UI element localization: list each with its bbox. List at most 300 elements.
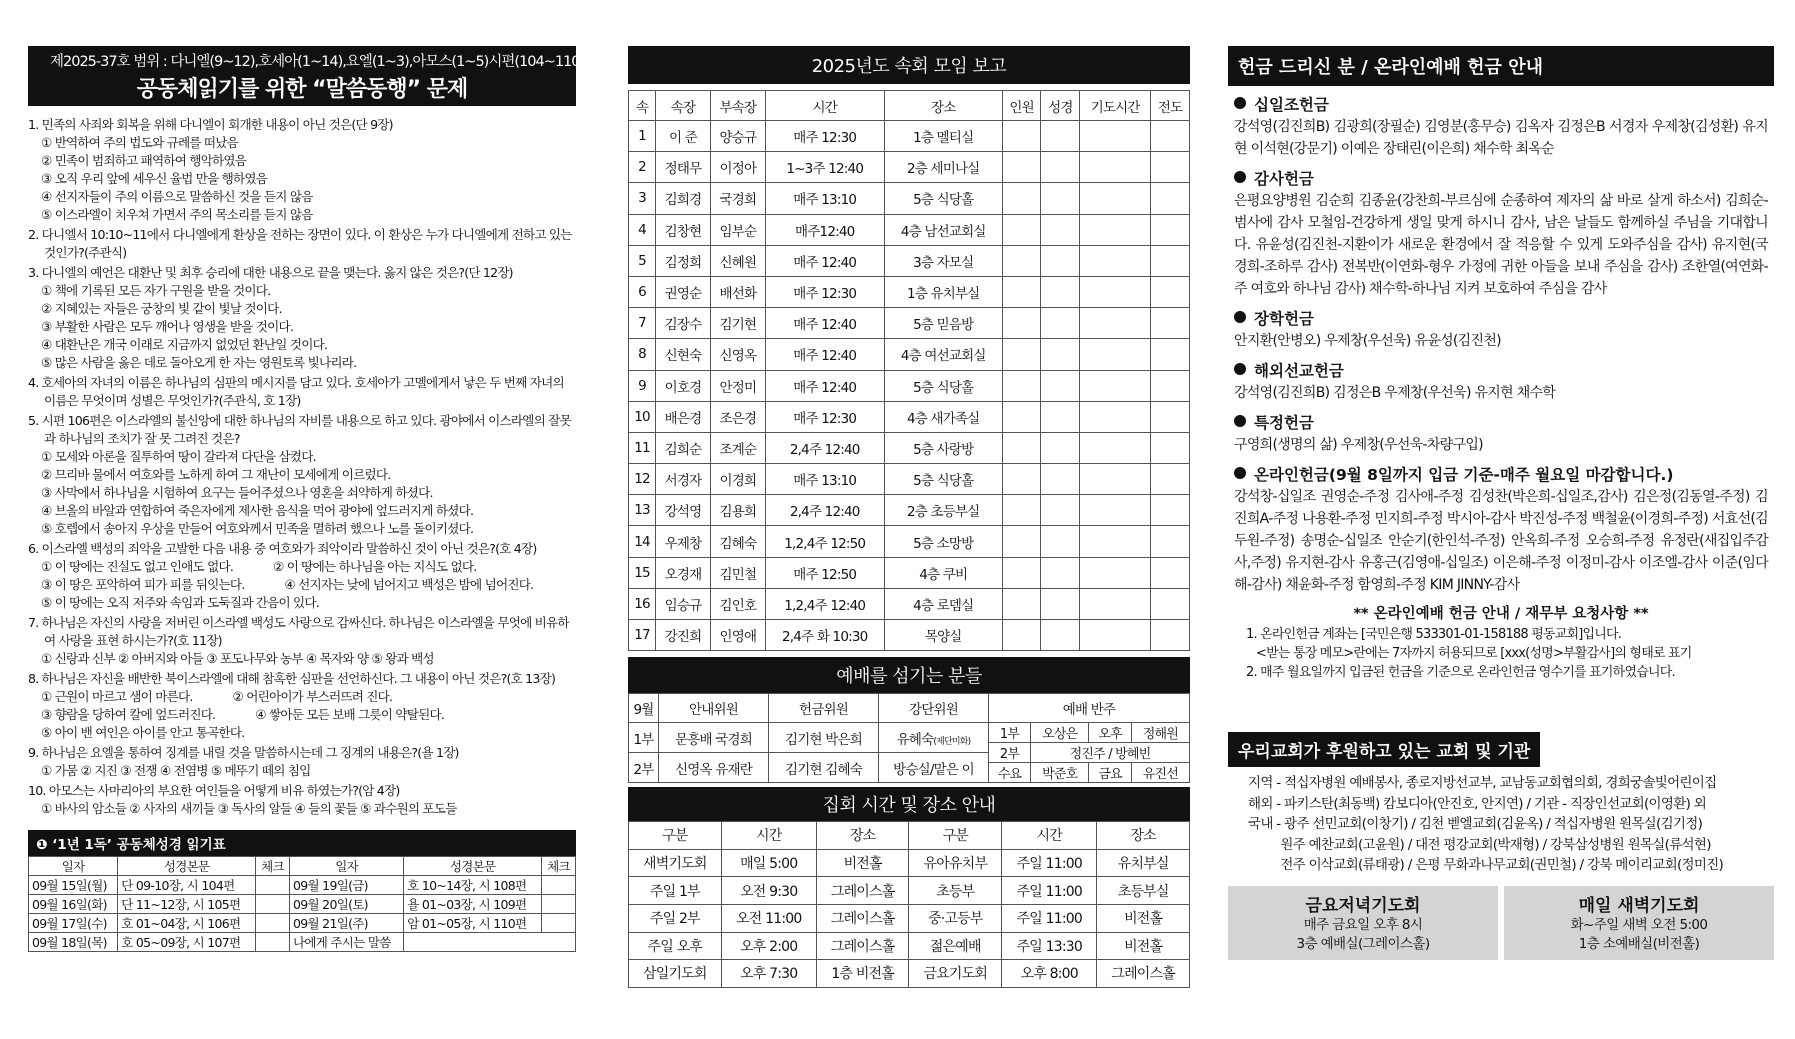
question-text: 7. 하나님은 자신의 사랑을 저버린 이스라엘 백성도 사랑으로 감싸신다. 하나님은 이스라엘을 무엇에 비유하여 사랑을 표현 하시는가?(호 11장) <box>28 615 569 648</box>
cell-value: 조계순 <box>710 432 765 463</box>
guide-names: 문흥배 국경희 <box>659 723 769 753</box>
cell-row <box>629 588 1190 619</box>
cell-report-title: 2025년도 속회 모임 보고 <box>628 46 1190 84</box>
question-list <box>28 116 576 818</box>
donor-list: 강석영(김진희B) 김정은B 우제창(우선욱) 유지현 채수학 <box>1234 385 1556 401</box>
answer-option: ② 민족이 범죄하고 패역하여 행악하였음 <box>41 153 247 168</box>
reading-cell: 09월 21일(주) <box>290 914 404 933</box>
answer-option: ① 이 땅에는 진실도 없고 인애도 없다. <box>41 559 234 574</box>
reading-cell <box>404 933 576 952</box>
cell-value: 이정아 <box>710 152 765 183</box>
prayer-title: 금요저녁기도회 <box>1305 895 1421 916</box>
cell-value: 12 <box>629 464 656 495</box>
cell-value: 목양실 <box>884 620 1002 651</box>
bullet-icon <box>1234 467 1246 479</box>
cell-value: 16 <box>629 588 656 619</box>
cell-row <box>629 495 1190 526</box>
meeting-cell: 오전 11:00 <box>721 904 816 932</box>
cell-value: 5층 식당홀 <box>884 464 1002 495</box>
blank-cell[interactable] <box>1041 339 1080 370</box>
option-row <box>28 688 576 706</box>
blank-cell[interactable] <box>1080 214 1151 245</box>
prayer-time: 매주 금요일 오후 8시 <box>1303 916 1423 933</box>
answer-option: ② 어린아이가 부스러뜨려 진다. <box>232 689 393 704</box>
meeting-cell: 주일 1부 <box>629 877 722 905</box>
cell-value: 매주 12:40 <box>765 245 884 276</box>
support-line: 해외 - 파키스탄(최동백) 캄보디아(안진호, 안지연) / 기관 - 직장인선교회(이영환) 외 <box>1248 795 1707 812</box>
blank-cell[interactable] <box>1080 339 1151 370</box>
blank-cell[interactable] <box>1080 432 1151 463</box>
cell-value: 5 <box>629 245 656 276</box>
blank-cell[interactable] <box>1002 588 1041 619</box>
section-title-text: 감사헌금 <box>1254 170 1314 188</box>
blank-cell[interactable] <box>1041 183 1080 214</box>
blank-cell[interactable] <box>1002 152 1041 183</box>
blank-cell[interactable] <box>1041 152 1080 183</box>
meeting-cell: 매일 5:00 <box>721 849 816 877</box>
check-cell <box>256 876 290 895</box>
meeting-cell: 오후 2:00 <box>721 932 816 960</box>
question-text: 4. 호세아의 자녀의 이름은 하나님의 심판의 메시지를 담고 있다. 호세아가 고멜에게서 낳은 두 번째 자녀의 이름은 무엇이며 성별은 무엇인가?(주관식, 호 1장) <box>28 375 564 408</box>
meeting-cell: 비전홀 <box>1097 904 1190 932</box>
cell-value: 1층 멜티실 <box>884 121 1002 152</box>
blank-cell[interactable] <box>1151 183 1190 214</box>
blank-cell[interactable] <box>1151 214 1190 245</box>
offering-section-title <box>1228 463 1774 485</box>
meeting-row <box>629 960 1190 988</box>
blank-cell[interactable] <box>1151 432 1190 463</box>
reading-header: 체크 <box>256 857 290 876</box>
reading-cell: 호 05~09장, 시 107편 <box>118 933 256 952</box>
cell-value: 정태무 <box>656 152 711 183</box>
cell-value: 5층 식당홀 <box>884 370 1002 401</box>
cell-value: 14 <box>629 526 656 557</box>
question <box>28 412 576 538</box>
meeting-row <box>629 932 1190 960</box>
question <box>28 670 576 742</box>
blank-cell[interactable] <box>1080 152 1151 183</box>
answer-option: ③ 사막에서 하나님을 시험하여 요구는 들어주셨으나 영혼을 쇠약하게 하셨다. <box>41 485 433 500</box>
support-title: 우리교회가 후원하고 있는 교회 및 기관 <box>1228 732 1540 767</box>
cell-value: 매주 13:10 <box>765 183 884 214</box>
blank-cell[interactable] <box>1151 245 1190 276</box>
cell-value: 이경희 <box>710 464 765 495</box>
cell-row <box>629 339 1190 370</box>
cell-value: 3 <box>629 183 656 214</box>
blank-cell[interactable] <box>1080 276 1151 307</box>
prayer-place: 1층 소예배실(비전홀) <box>1578 935 1700 952</box>
cell-value: 매주 12:30 <box>765 121 884 152</box>
blank-cell[interactable] <box>1041 214 1080 245</box>
cell-value: 1~3주 12:40 <box>765 152 884 183</box>
blank-cell[interactable] <box>1151 464 1190 495</box>
cell-header: 기도시간 <box>1080 91 1151 121</box>
cell-row <box>629 370 1190 401</box>
answer-option: ④ 대환난은 개국 이래로 지금까지 없었던 환난일 것이다. <box>41 337 328 352</box>
cell-value: 2 <box>629 152 656 183</box>
cell-row <box>629 276 1190 307</box>
cell-value: 신현숙 <box>656 339 711 370</box>
reading-cell: 욜 01~03장, 시 109편 <box>404 895 542 914</box>
meeting-header: 시간 <box>1002 822 1097 850</box>
offering-section-title <box>1228 167 1774 189</box>
meeting-cell: 그레이스홀 <box>816 904 909 932</box>
cell-value: 이호경 <box>656 370 711 401</box>
cell-value: 서경자 <box>656 464 711 495</box>
blank-cell[interactable] <box>1002 308 1041 339</box>
cell-group-column <box>628 46 1190 988</box>
donor-list: 안지환(안병오) 우제창(우선욱) 유윤성(김진천) <box>1234 333 1501 349</box>
month: 9월 <box>629 694 659 723</box>
blank-cell[interactable] <box>1041 620 1080 651</box>
cell-value: 김용희 <box>710 495 765 526</box>
blank-cell[interactable] <box>1080 495 1151 526</box>
servers-table <box>628 693 1190 783</box>
meeting-cell: 1층 비전홀 <box>816 960 909 988</box>
meeting-cell: 유아유치부 <box>909 849 1002 877</box>
cell-value: 김혜숙 <box>710 526 765 557</box>
donor-list: 강석창-십일조 권영순-주정 김사애-주정 김성찬(박은희-십일조,감사) 김은정(김동열-주정) 김진희A-주정 나용환-주정 민지희-주정 박시아-감사 박진성-주정 백철윤(이경희-주정) 서효선(김두원-주정) 송명순-십일조 안순기(한인석-주정) 안옥희-주정 오승희-주정 유정란(새집입주감사,주정) 유지현-감사 유홍근(김영애-십일조) 이은해-주정 이정미-감사 이조엘-감사 이준(임다해-감사) 채윤화-주정 함영희-주정 KIM JINNY-감사 <box>1234 489 1768 593</box>
answer-option: ① 반역하여 주의 법도와 규례를 떠났음 <box>41 135 238 150</box>
answer-option: ③ 향람을 당하여 칼에 엎드러진다. <box>41 707 216 722</box>
blank-cell[interactable] <box>1080 588 1151 619</box>
cell-value: 배선화 <box>710 276 765 307</box>
blank-cell[interactable] <box>1080 370 1151 401</box>
cell-value: 국경희 <box>710 183 765 214</box>
cell-value: 매주 12:40 <box>765 370 884 401</box>
question-text: 9. 하나님은 요엘을 통하여 징계를 내릴 것을 말씀하시는데 그 징계의 내용은?(욜 1장) <box>28 745 459 760</box>
answer-option: ④ 선지자들이 주의 이름으로 말씀하신 것을 듣지 않음 <box>41 189 313 204</box>
cell-value: 김민철 <box>710 557 765 588</box>
blank-cell[interactable] <box>1151 401 1190 432</box>
meeting-header: 구분 <box>629 822 722 850</box>
bible-quiz-column <box>28 46 585 952</box>
cell-value: 8 <box>629 339 656 370</box>
check-cell <box>256 914 290 933</box>
cell-value: 김창현 <box>656 214 711 245</box>
cell-value: 2층 세미나실 <box>884 152 1002 183</box>
blank-cell[interactable] <box>1041 370 1080 401</box>
check-cell <box>542 876 576 895</box>
blank-cell[interactable] <box>1002 245 1041 276</box>
reading-cell: 09월 20일(토) <box>290 895 404 914</box>
cell-value: 매주 12:40 <box>765 308 884 339</box>
question-text: 3. 다니엘의 예언은 대환난 및 최후 승리에 대한 내용으로 끝을 맺는다. 옳지 않은 것은?(단 12장) <box>28 265 513 280</box>
donor-list: 은평요양병원 김순희 김종윤(강찬희-부르심에 순종하여 제자의 삶 바로 살게 하소서) 김희순-범사에 감사 모철임-건강하게 생일 맞게 하시니 감사, 남은 날들도 함께하실 주님을 기대합니다. 유윤성(김진천-지환이가 새로운 환경에서 잘 적응할 수 있게 도와주심을 감사) 유지현(국경희-조하루 감사) 전복반(이연화-형우 가정에 귀한 아들을 보내 주심을 감사) 조한열(여연화-주 여호와 하나님 감사) 채수학-하나님 지켜 보호하여 주심을 감사 <box>1234 193 1768 297</box>
reading-header: 체크 <box>542 857 576 876</box>
meeting-cell: 삼일기도회 <box>629 960 722 988</box>
altar-names: 방승실/맡은 이 <box>879 753 989 783</box>
blank-cell[interactable] <box>1080 620 1151 651</box>
blank-cell[interactable] <box>1080 526 1151 557</box>
offering-column <box>1228 46 1774 960</box>
cell-value: 임승규 <box>656 588 711 619</box>
blank-cell[interactable] <box>1041 588 1080 619</box>
reading-header: 일자 <box>290 857 404 876</box>
cell-value: 2,4주 12:40 <box>765 432 884 463</box>
blank-cell[interactable] <box>1080 308 1151 339</box>
cell-value: 매주 13:10 <box>765 464 884 495</box>
quiz-header <box>28 46 585 106</box>
question <box>28 264 576 372</box>
reading-header: 성경본문 <box>404 857 542 876</box>
blank-cell[interactable] <box>1002 214 1041 245</box>
check-cell <box>256 895 290 914</box>
blank-cell[interactable] <box>1002 432 1041 463</box>
blank-cell[interactable] <box>1002 526 1041 557</box>
blank-cell[interactable] <box>1151 588 1190 619</box>
reading-cell: 09월 19일(금) <box>290 876 404 895</box>
prayer-title: 매일 새벽기도회 <box>1578 895 1700 916</box>
meeting-cell: 그레이스홀 <box>816 932 909 960</box>
cell-row <box>629 401 1190 432</box>
cell-value: 매주12:40 <box>765 214 884 245</box>
question-text: 2. 다니엘서 10:10~11에서 다니엘에게 환상을 전하는 장면이 있다. 이 환상은 누가 다니엘에게 전하고 있는 것인가?(주관식) <box>28 227 572 260</box>
meeting-cell: 오전 9:30 <box>721 877 816 905</box>
blank-cell[interactable] <box>1002 370 1041 401</box>
meeting-cell: 주일 오후 <box>629 932 722 960</box>
bullet-icon <box>1234 171 1246 183</box>
offering-header: 헌금위원 <box>769 694 879 723</box>
reading-plan-table <box>28 856 576 952</box>
question <box>28 744 576 780</box>
note-line: 1. 온라인헌금 계좌는 [국민은행 533301-01-158188 평동교회]입니다. <box>1246 627 1622 642</box>
cell-value: 2층 초등부실 <box>884 495 1002 526</box>
cell-value: 권영순 <box>656 276 711 307</box>
cell-header: 전도 <box>1151 91 1190 121</box>
cell-value: 임부순 <box>710 214 765 245</box>
section-title-text: 해외선교헌금 <box>1254 362 1344 380</box>
blank-cell[interactable] <box>1041 495 1080 526</box>
reading-cell: 09월 18일(목) <box>29 933 118 952</box>
cell-value: 매주 12:50 <box>765 557 884 588</box>
blank-cell[interactable] <box>1041 432 1080 463</box>
meetings-title: 집회 시간 및 장소 안내 <box>628 787 1190 821</box>
reading-row <box>29 895 576 914</box>
cell-value: 6 <box>629 276 656 307</box>
blank-cell[interactable] <box>1151 339 1190 370</box>
meeting-cell: 오후 7:30 <box>721 960 816 988</box>
cell-value: 매주 12:40 <box>765 339 884 370</box>
offering-names: 김기현 박은희 <box>769 723 879 753</box>
answer-option: ② 이 땅에는 하나님을 아는 지식도 없다. <box>273 559 477 574</box>
offering-section-title <box>1228 411 1774 433</box>
question-text: 1. 민족의 사죄와 회복을 위해 다니엘이 회개한 내용이 아닌 것은(단 9장) <box>28 117 393 132</box>
reading-cell: 단 11~12장, 시 105편 <box>118 895 256 914</box>
blank-cell[interactable] <box>1080 183 1151 214</box>
service-label: 2부 <box>629 753 659 783</box>
cell-value: 2,4주 12:40 <box>765 495 884 526</box>
reading-row <box>29 933 576 952</box>
blank-cell[interactable] <box>1002 557 1041 588</box>
blank-cell[interactable] <box>1041 121 1080 152</box>
guide-names: 신영옥 유재란 <box>659 753 769 783</box>
blank-cell[interactable] <box>1041 464 1080 495</box>
meeting-header: 구분 <box>909 822 1002 850</box>
offering-section-title <box>1228 307 1774 329</box>
blank-cell[interactable] <box>1080 121 1151 152</box>
blank-cell[interactable] <box>1002 464 1041 495</box>
blank-cell[interactable] <box>1151 526 1190 557</box>
accompanist-header: 예배 반주 <box>989 694 1190 723</box>
blank-cell[interactable] <box>1002 183 1041 214</box>
meeting-header: 시간 <box>721 822 816 850</box>
meeting-cell: 비전홀 <box>1097 932 1190 960</box>
cell-value: 김희순 <box>656 432 711 463</box>
reading-row <box>29 914 576 933</box>
answer-option: ③ 부활한 사람은 모두 깨어나 영생을 받을 것이다. <box>41 319 294 334</box>
meeting-header: 장소 <box>1097 822 1190 850</box>
check-cell <box>542 895 576 914</box>
blank-cell[interactable] <box>1041 276 1080 307</box>
blank-cell[interactable] <box>1151 152 1190 183</box>
meeting-cell: 그레이스홀 <box>1097 960 1190 988</box>
answer-option: ② 지혜있는 자들은 궁창의 빛 같이 빛날 것이다. <box>41 301 282 316</box>
blank-cell[interactable] <box>1080 557 1151 588</box>
reading-cell: 나에게 주시는 말씀 <box>290 933 404 952</box>
cell-value: 신영옥 <box>710 339 765 370</box>
donor-list: 강석영(김진희B) 김광희(장필순) 김영분(홍무승) 김옥자 김정은B 서경자 우제창(김성환) 유지현 이석현(강문기) 이예은 장태린(이은희) 채수학 최옥순 <box>1234 119 1768 157</box>
cell-value: 5층 사랑방 <box>884 432 1002 463</box>
question <box>28 116 576 224</box>
reading-cell: 09월 17일(수) <box>29 914 118 933</box>
cell-value: 13 <box>629 495 656 526</box>
service-label: 1부 <box>629 723 659 753</box>
section-title-text: 특정헌금 <box>1254 414 1314 432</box>
meeting-cell: 금요기도회 <box>909 960 1002 988</box>
answer-option: ① 모세와 아론을 질투하여 땅이 갈라져 다단을 삼켰다. <box>41 449 316 464</box>
cell-value: 9 <box>629 370 656 401</box>
meetings-table <box>628 821 1190 988</box>
blank-cell[interactable] <box>1151 276 1190 307</box>
support-line: 국내 - 광주 선민교회(이창기) / 김천 벧엘교회(김윤옥) / 적십자병원 원목실(김기정) <box>1248 816 1703 832</box>
question-text: 5. 시편 106편은 이스라엘의 불신앙에 대한 하나님의 자비를 내용으로 하고 있다. 광야에서 이스라엘의 잘못과 하나님의 조치가 잘 못 그려진 것은? <box>28 413 571 446</box>
note-line: 2. 매주 월요일까지 입금된 헌금을 기준으로 온라인헌금 영수기를 표기하였습니다. <box>1246 665 1675 680</box>
answer-option: ④ 선지자는 낮에 넘어지고 백성은 밤에 넘어진다. <box>284 577 534 592</box>
meeting-cell: 젊은예배 <box>909 932 1002 960</box>
answer-option: ① 신랑과 신부 ② 아버지와 아들 ③ 포도나무와 농부 ④ 목자와 양 ⑤ 왕과 백성 <box>41 651 434 666</box>
meeting-cell: 초등부 <box>909 877 1002 905</box>
cell-header: 성경 <box>1041 91 1080 121</box>
cell-value: 안정미 <box>710 370 765 401</box>
question <box>28 614 576 668</box>
blank-cell[interactable] <box>1041 401 1080 432</box>
friday-prayer-box <box>1228 886 1498 960</box>
prayer-time: 화~주일 새벽 오전 5:00 <box>1570 916 1708 933</box>
cell-value: 17 <box>629 620 656 651</box>
question-text: 6. 이스라엘 백성의 죄악을 고발한 다음 내용 중 여호와가 죄악이라 말씀하신 것이 아닌 것은?(호 4장) <box>28 541 537 556</box>
answer-option: ⑤ 아이 밴 여인은 아이를 안고 통곡한다. <box>41 725 245 740</box>
blank-cell[interactable] <box>1151 495 1190 526</box>
cell-row <box>629 620 1190 651</box>
cell-value: 우제창 <box>656 526 711 557</box>
cell-header: 시간 <box>765 91 884 121</box>
online-guide-title: ** 온라인예배 헌금 안내 / 재무부 요청사항 ** <box>1353 606 1649 622</box>
issue-range: 제2025-37호 범위 : 다니엘(9~12),호세아(1~14),요엘(1~3),아모스(1~5)시편(104~110) <box>50 54 585 70</box>
cell-value: 김기현 <box>710 308 765 339</box>
blank-cell[interactable] <box>1151 620 1190 651</box>
blank-cell[interactable] <box>1080 245 1151 276</box>
cell-row <box>629 557 1190 588</box>
offering-sections <box>1228 93 1774 596</box>
blank-cell[interactable] <box>1151 121 1190 152</box>
blank-cell[interactable] <box>1080 464 1151 495</box>
blank-cell[interactable] <box>1041 557 1080 588</box>
blank-cell[interactable] <box>1002 401 1041 432</box>
option-row <box>28 576 576 594</box>
option-row <box>28 706 576 724</box>
prayer-meetings <box>1228 886 1774 960</box>
reading-cell: 09월 16일(화) <box>29 895 118 914</box>
support-line: 전주 이삭교회(류태광) / 은평 무화과나무교회(권민철) / 강북 메이리교회(정미진) <box>1248 857 1724 873</box>
blank-cell[interactable] <box>1151 370 1190 401</box>
blank-cell[interactable] <box>1002 620 1041 651</box>
question-text: 10. 아모스는 사마리아의 부요한 여인들을 어떻게 비유 하였는가?(암 4장) <box>28 783 400 798</box>
blank-cell[interactable] <box>1041 526 1080 557</box>
answer-option: ① 근원이 마르고 샘이 마른다. <box>41 689 193 704</box>
altar-names: 유혜숙(제단미화) <box>879 723 989 753</box>
cell-header: 인원 <box>1002 91 1041 121</box>
blank-cell[interactable] <box>1002 495 1041 526</box>
answer-option: ④ 쌓아둔 모든 보배 그릇이 약탈된다. <box>255 707 445 722</box>
cell-value: 1,2,4주 12:50 <box>765 526 884 557</box>
cell-header: 속 <box>629 91 656 121</box>
answer-option: ① 가뭄 ② 지진 ③ 전쟁 ④ 전염병 ⑤ 메뚜기 떼의 침입 <box>41 763 311 778</box>
quiz-title: 공동체읽기를 위한 “말씀동행” 문제 <box>136 77 468 102</box>
blank-cell[interactable] <box>1080 401 1151 432</box>
section-title-text: 십일조헌금 <box>1254 96 1329 114</box>
answer-option: ① 바사의 암소들 ② 사자의 새끼들 ③ 독사의 알들 ④ 들의 꽃들 ⑤ 과수원의 포도들 <box>41 801 457 816</box>
dawn-prayer-box <box>1504 886 1774 960</box>
cell-value: 인영애 <box>710 620 765 651</box>
cell-value: 김정희 <box>656 245 711 276</box>
support-list <box>1228 773 1774 876</box>
meeting-row <box>629 904 1190 932</box>
meeting-cell: 초등부실 <box>1097 877 1190 905</box>
blank-cell[interactable] <box>1002 339 1041 370</box>
section-title-text: 온라인헌금(9월 8일까지 입금 기준-매주 월요일 마감합니다.) <box>1254 466 1674 484</box>
cell-header: 장소 <box>884 91 1002 121</box>
cell-value: 매주 12:30 <box>765 276 884 307</box>
donor-list: 구영희(생명의 삶) 우제창(우선욱-차량구입) <box>1234 437 1483 453</box>
answer-option: ③ 이 땅은 포악하여 피가 피를 뒤잇는다. <box>41 577 245 592</box>
answer-option: ③ 오직 우리 앞에 세우신 율법 만을 행하였음 <box>41 171 268 186</box>
question <box>28 782 576 818</box>
blank-cell[interactable] <box>1002 121 1041 152</box>
reading-header: 일자 <box>29 857 118 876</box>
blank-cell[interactable] <box>1151 308 1190 339</box>
blank-cell[interactable] <box>1151 557 1190 588</box>
question <box>28 226 576 262</box>
meeting-cell: 오후 8:00 <box>1002 960 1097 988</box>
cell-value: 신혜원 <box>710 245 765 276</box>
cell-value: 배은경 <box>656 401 711 432</box>
reading-cell: 호 01~04장, 시 106편 <box>118 914 256 933</box>
offering-names: 김기현 김혜숙 <box>769 753 879 783</box>
blank-cell[interactable] <box>1041 308 1080 339</box>
cell-value: 강석영 <box>656 495 711 526</box>
cell-row <box>629 432 1190 463</box>
bullet-icon <box>1234 97 1246 109</box>
answer-option: ① 책에 기록된 모든 자가 구원을 받을 것이다. <box>41 283 271 298</box>
blank-cell[interactable] <box>1002 276 1041 307</box>
cell-row <box>629 526 1190 557</box>
cell-value: 강진희 <box>656 620 711 651</box>
meeting-cell: 주일 11:00 <box>1002 877 1097 905</box>
blank-cell[interactable] <box>1041 245 1080 276</box>
question <box>28 540 576 612</box>
cell-value: 4층 새가족실 <box>884 401 1002 432</box>
